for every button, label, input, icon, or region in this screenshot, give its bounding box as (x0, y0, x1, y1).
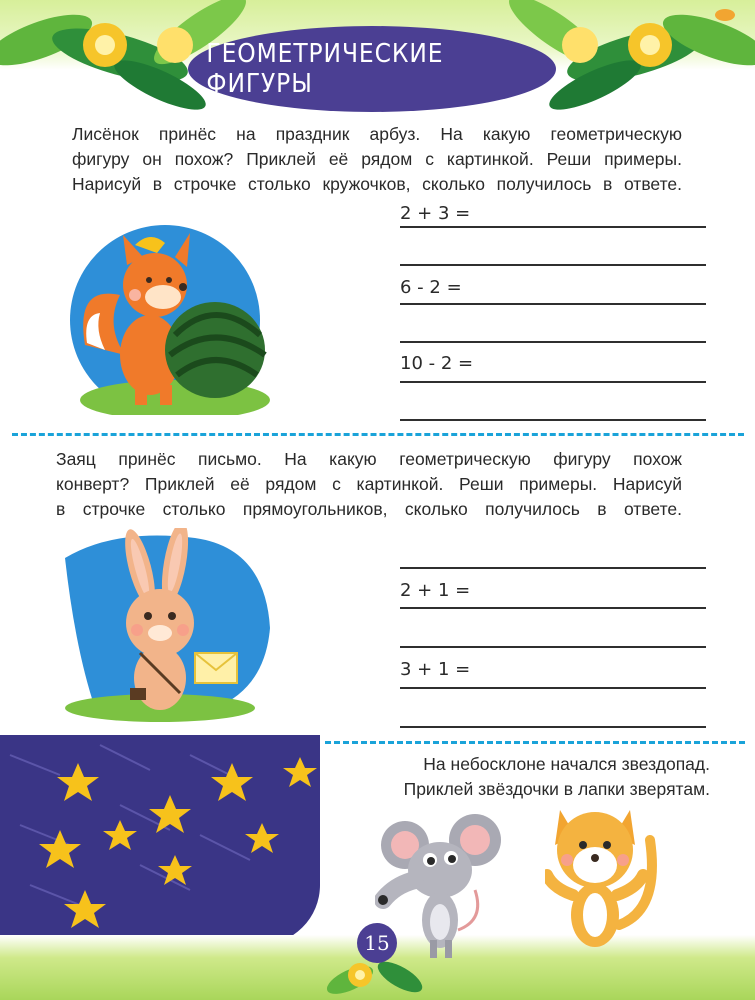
equation-6-minus-2: 6 - 2 = (400, 277, 462, 298)
answer-line (400, 226, 706, 228)
answer-line (400, 726, 706, 728)
cat-illustration (545, 800, 675, 950)
section-divider (12, 433, 744, 436)
task2-line: конверт? Приклей её рядом с картинкой. Реши примеры. Нарисуй (56, 474, 682, 494)
fox-watermelon-illustration (65, 225, 275, 415)
falling-stars-illustration (0, 735, 330, 945)
star-group (39, 757, 317, 928)
section-divider (325, 741, 745, 744)
task1-line: Лисёнок принёс на праздник арбуз. На какую геометрическую (72, 124, 682, 144)
answer-line (400, 264, 706, 266)
answer-line (400, 419, 706, 421)
task3-text (300, 752, 710, 802)
answer-line (400, 341, 706, 343)
task1-line: Нарисуй в строчке столько кружочков, сколько получилось в ответе. (72, 174, 682, 194)
task1-text (72, 122, 682, 197)
equation-2-plus-3: 2 + 3 = (400, 203, 471, 224)
answer-line (400, 303, 706, 305)
task2-line: в строчке столько прямоугольников, сколько получилось в ответе. (56, 499, 682, 519)
equation-3-plus-1: 3 + 1 = (400, 659, 471, 680)
task2-line: Заяц принёс письмо. На какую геометрическую фигуру похож (56, 449, 682, 469)
page-title: ГЕОМЕТРИЧЕСКИЕ ФИГУРЫ (206, 39, 444, 99)
answer-line (400, 687, 706, 689)
task3-line: Приклей звёздочки в лапки зверятам. (403, 779, 710, 799)
answer-line (400, 381, 706, 383)
title-banner (188, 26, 556, 112)
task1-line: фигуру он похож? Приклей её рядом с картинкой. Реши примеры. (72, 149, 682, 169)
answer-line (400, 646, 706, 648)
task3-line: На небосклоне начался звездопад. (423, 754, 710, 774)
task2-text (56, 447, 682, 522)
hare-letter-illustration (55, 528, 275, 723)
answer-line (400, 567, 706, 569)
page-number: 15 (357, 923, 397, 963)
equation-10-minus-2: 10 - 2 = (400, 353, 474, 374)
equation-2-plus-1: 2 + 1 = (400, 580, 471, 601)
answer-line (400, 607, 706, 609)
